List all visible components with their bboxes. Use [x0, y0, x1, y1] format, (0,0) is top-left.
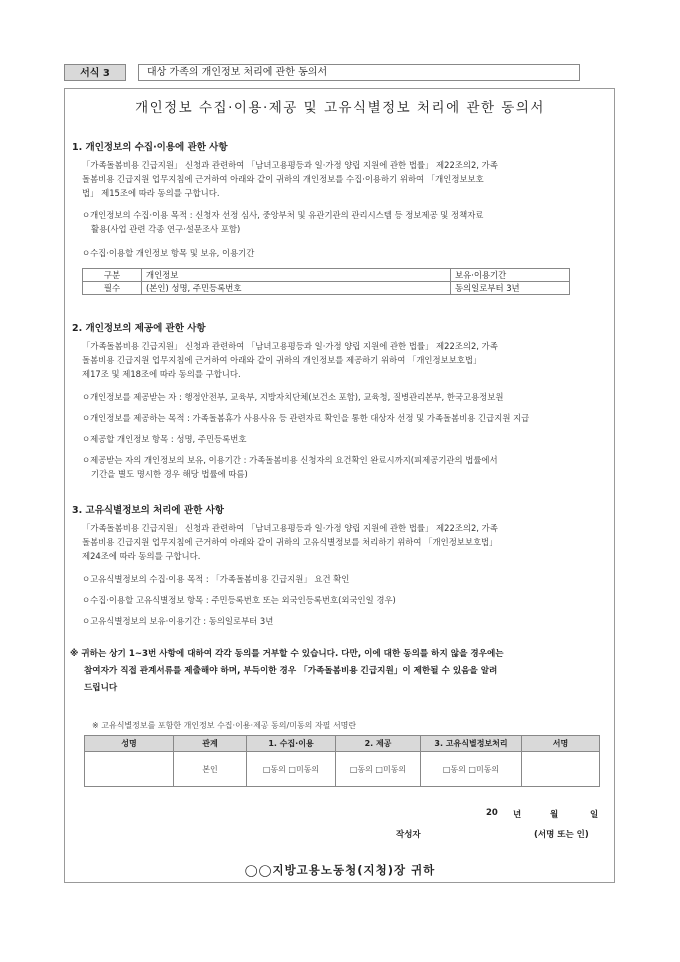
sign-note: (서명 또는 인)	[534, 830, 589, 840]
signature-header-cell: 관계	[174, 736, 247, 752]
section3-items: ㅇ수집·이용할 고유식별정보 항목 : 주민등록번호 또는 외국인등록번호(외국인일 경우)	[82, 595, 396, 605]
section2-paragraph	[82, 339, 602, 381]
table-cell: 구분	[83, 269, 142, 282]
section2-heading: 2. 개인정보의 제공에 관한 사항	[72, 323, 206, 334]
table-row	[83, 282, 570, 295]
table-cell: 개인정보	[142, 269, 451, 282]
signature-field[interactable]	[522, 752, 600, 787]
table-cell: 동의일로부터 3년	[451, 282, 570, 295]
section2-recipient: ㅇ개인정보를 제공받는 자 : 행정안전부, 교육부, 지방자치단체(보건소 포함), 교육청, 질병관리본부, 한국고용정보원	[82, 392, 504, 402]
section3-period: ㅇ고유식별정보의 보유·이용기간 : 동의일로부터 3년	[82, 616, 274, 626]
section1-line: 「가족돌봄비용 긴급지원」 신청과 관련하여 「남녀고용평등과 일·가정 양립 지원에 관한 법률」 제22조의2, 가족	[82, 160, 498, 170]
table-cell: 필수	[83, 282, 142, 295]
bullet-line: ㅇ개인정보의 수집·이용 목적 : 신청자 선정 심사, 중앙부처 및 유관기관의 관리시스템 등 정보제공 및 정책자료	[82, 210, 484, 220]
notice-line: ※ 귀하는 상기 1~3번 사항에 대하여 각각 동의를 거부할 수 있습니다. 다만, 이에 대한 동의를 하지 않을 경우에는	[70, 649, 504, 659]
name-field[interactable]	[85, 752, 174, 787]
section1-items: ㅇ수집·이용할 개인정보 항목 및 보유, 이용기간	[82, 248, 255, 258]
section3-purpose: ㅇ고유식별정보의 수집·이용 목적 : 「가족돌봄비용 긴급지원」 요건 확인	[82, 574, 350, 584]
section2-line: 돌봄비용 긴급지원 업무지침에 근거하여 아래와 같이 귀하의 개인정보를 제공하기 위하여 「개인정보보호법」	[82, 355, 482, 365]
section3-line: 「가족돌봄비용 긴급지원」 신청과 관련하여 「남녀고용평등과 일·가정 양립 지원에 관한 법률」 제22조의2, 가족	[82, 523, 498, 533]
form-number: 서식 3	[64, 64, 126, 81]
date-year-label: 년	[513, 810, 522, 820]
signature-caption: ※ 고유식별정보를 포함한 개인정보 수집·이용·제공 동의/미동의 자필 서명란	[92, 721, 357, 730]
section1-line: 법」 제15조에 따라 동의를 구합니다.	[82, 188, 220, 198]
section1-paragraph	[82, 158, 602, 200]
relation-cell: 본인	[174, 752, 247, 787]
section2-items: ㅇ제공할 개인정보 항목 : 성명, 주민등록번호	[82, 434, 247, 444]
signature-header-row	[85, 736, 600, 752]
signature-header-cell: 2. 제공	[336, 736, 421, 752]
section3-line: 제24조에 따라 동의를 구합니다.	[82, 551, 201, 561]
date-year: 20	[486, 808, 498, 818]
date-month-label: 월	[550, 810, 559, 820]
writer-label: 작성자	[396, 830, 421, 840]
table-cell: (본인) 성명, 주민등록번호	[142, 282, 451, 295]
signature-header-cell: 성명	[85, 736, 174, 752]
form-subtitle: 대상 가족의 개인정보 처리에 관한 동의서	[138, 64, 580, 81]
notice-line: 드립니다	[84, 683, 118, 693]
section3-paragraph	[82, 521, 602, 563]
section2-period	[82, 453, 602, 481]
signature-table	[84, 735, 600, 787]
section1-purpose	[82, 208, 602, 236]
section2-line: 「가족돌봄비용 긴급지원」 신청과 관련하여 「남녀고용평등과 일·가정 양립 지원에 관한 법률」 제22조의2, 가족	[82, 341, 498, 351]
section1-line: 돌봄비용 긴급지원 업무지침에 근거하여 아래와 같이 귀하의 개인정보를 수집·이용하기 위하여 「개인정보보호	[82, 174, 484, 184]
unique-id-consent-checkboxes[interactable]: □동의 □미동의	[421, 752, 522, 787]
table-header-row	[83, 269, 570, 282]
provide-consent-checkboxes[interactable]: □동의 □미동의	[336, 752, 421, 787]
section2-purpose: ㅇ개인정보를 제공하는 목적 : 가족돌봄휴가 사용사유 등 관련자료 확인을 통한 대상자 선정 및 가족돌봄비용 긴급지원 지급	[82, 413, 530, 423]
section3-line: 돌봄비용 긴급지원 업무지침에 근거하여 아래와 같이 귀하의 고유식별정보를 처리하기 위하여 「개인정보보호법」	[82, 537, 498, 547]
signature-header-cell: 1. 수집·이용	[247, 736, 336, 752]
bullet-line: 기간을 별도 명시한 경우 해당 법률에 따름)	[91, 469, 248, 479]
addressee: ◯◯지방고용노동청(지청)장 귀하	[244, 863, 436, 877]
notice-line: 참여자가 직접 관계서류를 제출해야 하며, 부득이한 경우 「가족돌봄비용 긴급지원」이 제한될 수 있음을 알려	[84, 666, 498, 676]
section3-heading: 3. 고유식별정보의 처리에 관한 사항	[72, 505, 224, 516]
bullet-line: ㅇ제공받는 자의 개인정보의 보유, 이용기간 : 가족돌봄비용 신청자의 요건확인 완료시까지(피제공기관의 법률에서	[82, 455, 498, 465]
section1-heading: 1. 개인정보의 수집·이용에 관한 사항	[72, 142, 228, 153]
section1-table	[82, 268, 570, 295]
bullet-line: 활용(사업 관련 각종 연구·설문조사 포함)	[91, 224, 241, 234]
date-day-label: 일	[590, 810, 599, 820]
signature-row	[85, 752, 600, 787]
signature-header-cell: 3. 고유식별정보처리	[421, 736, 522, 752]
table-cell: 보유·이용기간	[451, 269, 570, 282]
refusal-notice	[70, 646, 606, 697]
section2-line: 제17조 및 제18조에 따라 동의를 구합니다.	[82, 369, 241, 379]
signature-header-cell: 서명	[522, 736, 600, 752]
collect-consent-checkboxes[interactable]: □동의 □미동의	[247, 752, 336, 787]
document-title: 개인정보 수집·이용·제공 및 고유식별정보 처리에 관한 동의서	[135, 100, 545, 116]
